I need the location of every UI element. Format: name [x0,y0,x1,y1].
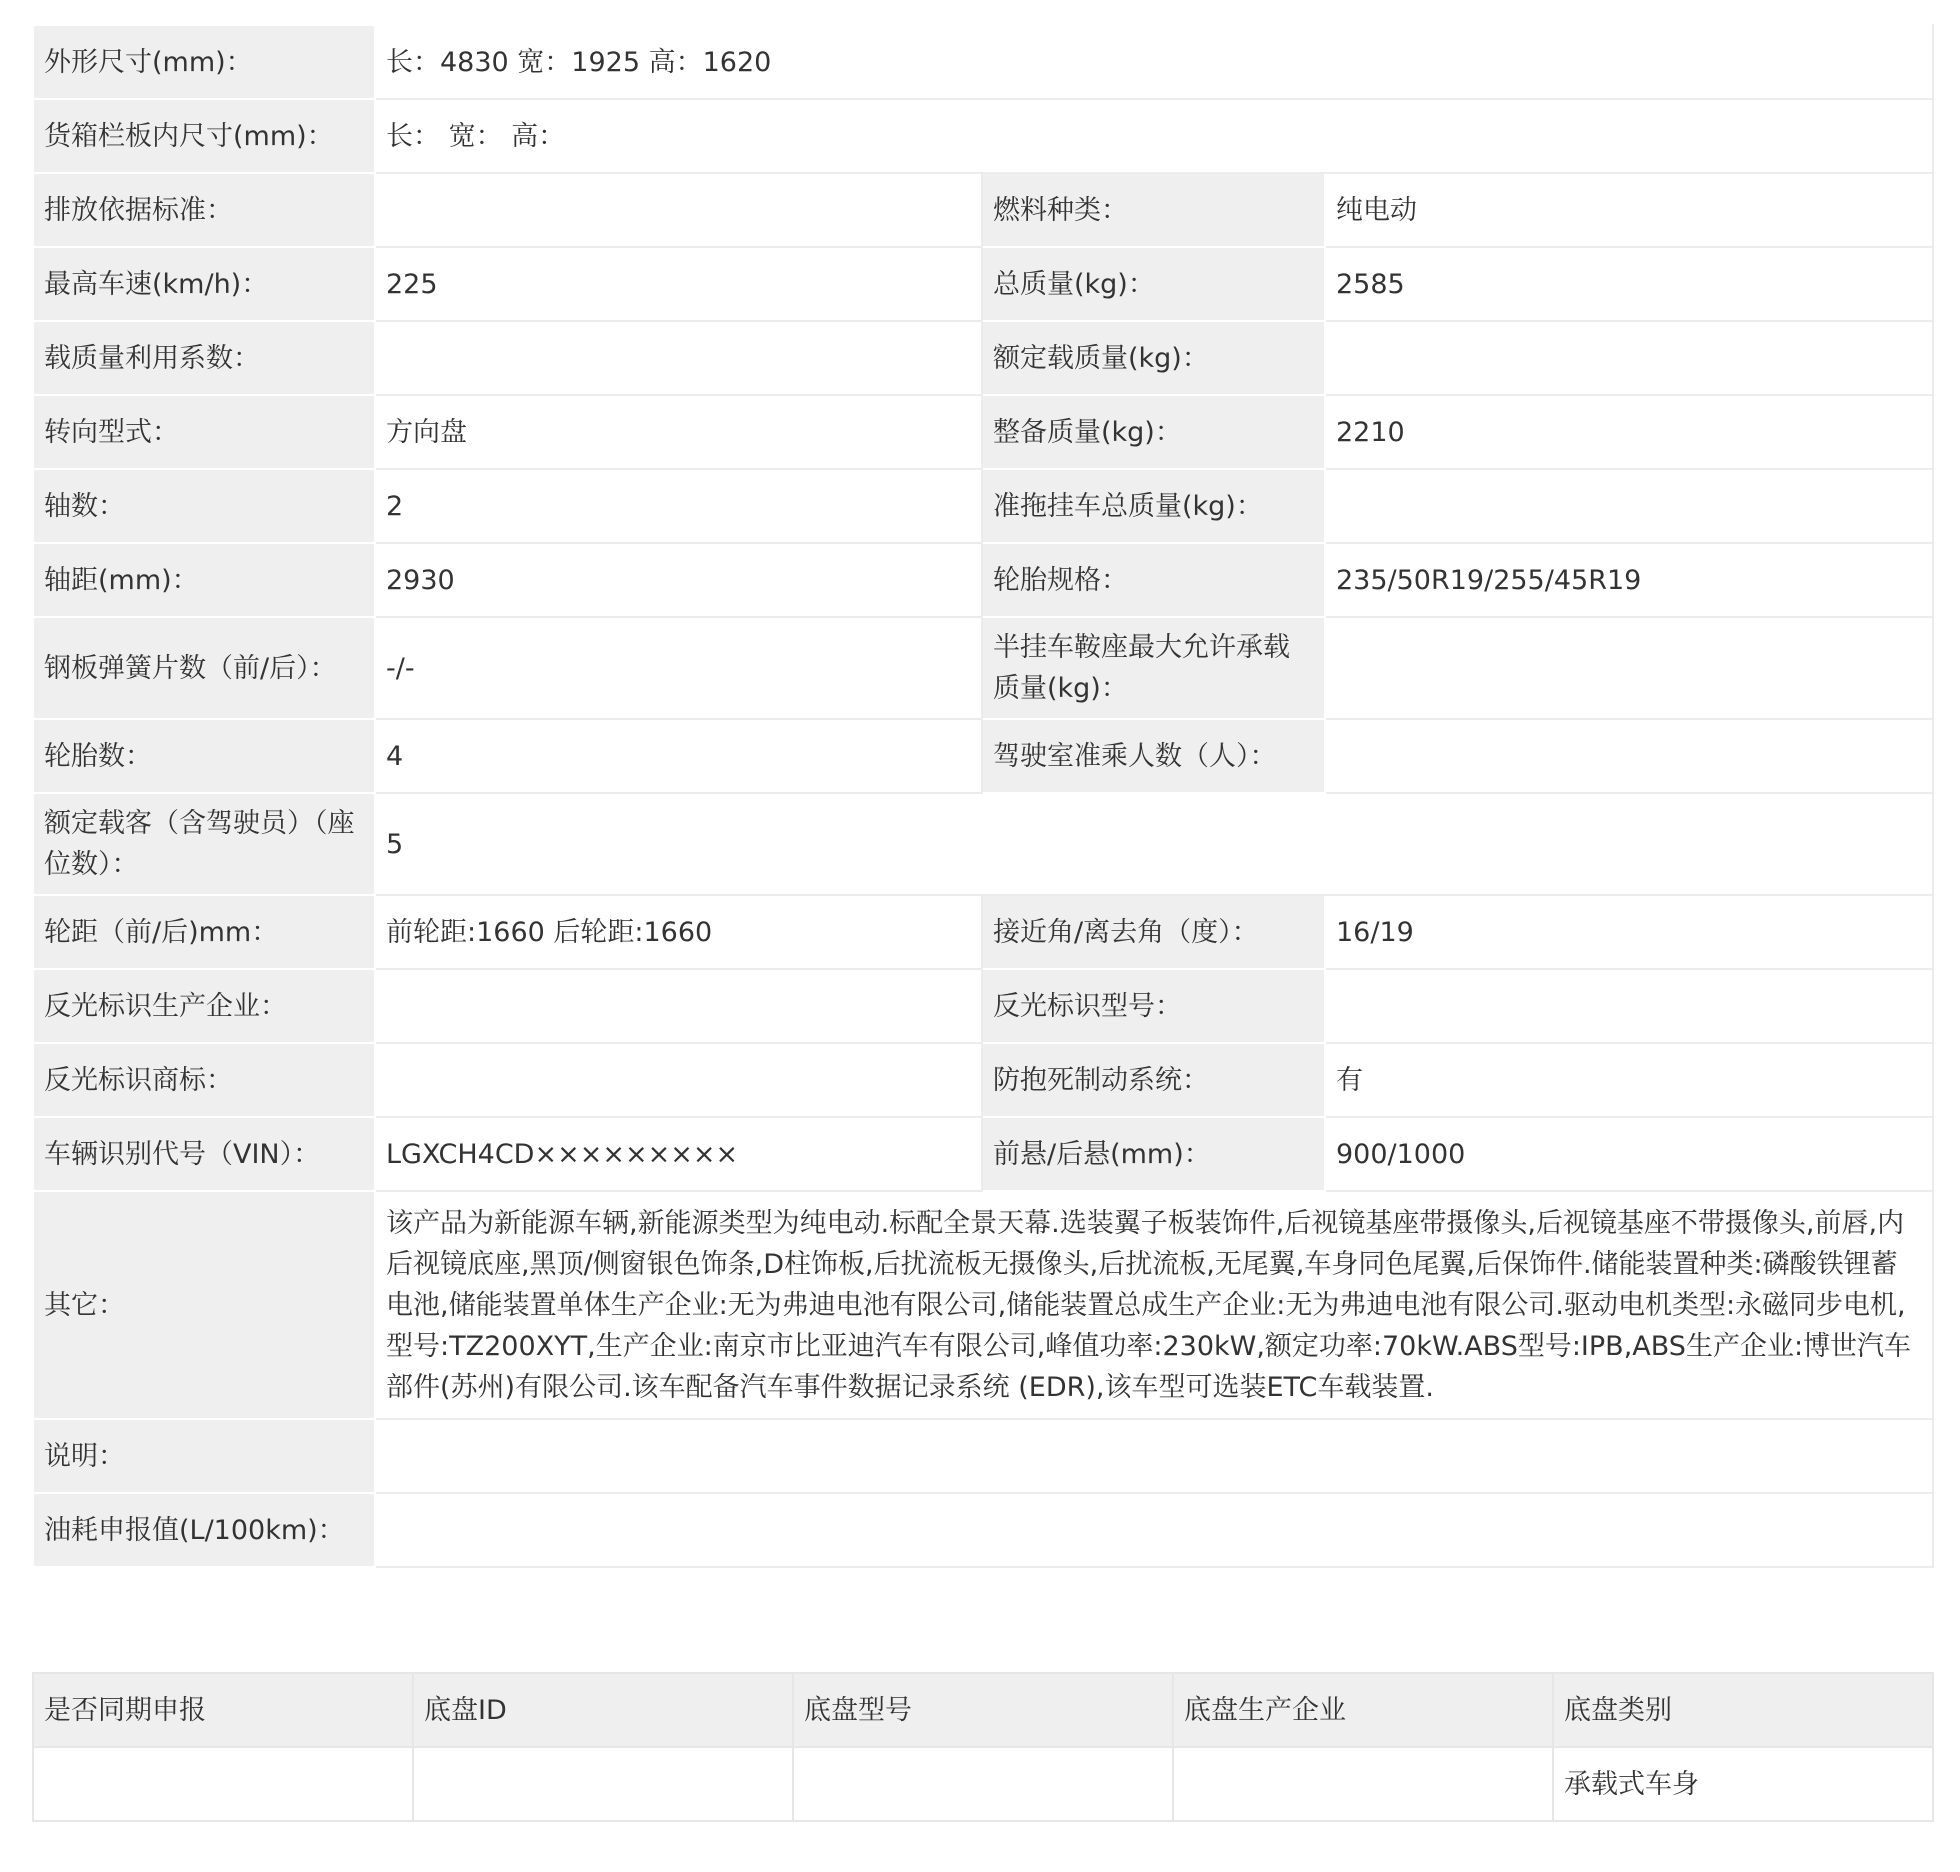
other-value: 该产品为新能源车辆,新能源类型为纯电动.标配全景天幕.选装翼子板装饰件,后视镜基座带摄像头,后视镜基座不带摄像头,前唇,内后视镜底座,黑顶/侧窗银色饰条,D柱饰板,后扰流板无摄像头,后扰流板,无尾翼,车身同色尾翼,后保饰件.储能装置种类:磷酸铁锂蓄电池,储能装置单体生产企业:无为弗迪电池有限公司,储能装置总成生产企业:无为弗迪电池有限公司.驱动电机类型:永磁同步电机,型号:TZ200XYT,生产企业:南京市比亚迪汽车有限公司,峰值功率:230kW,额定功率:70kW.ABS型号:IPB,ABS生产企业:博世汽车部件(苏州)有限公司.该车配备汽车事件数据记录系统 (EDR),该车型可选装ETC车载装置. [375,1191,1933,1419]
cargo-box-value: 长： 宽： 高： [375,99,1933,173]
steering-value: 方向盘 [375,395,982,469]
chassis-maker-cell [1173,1747,1553,1821]
table-row [33,543,1933,617]
reflector-model-label: 反光标识型号： [982,969,1325,1043]
column-header-chassis-type: 底盘类别 [1553,1673,1933,1747]
trailer-mass-label: 准拖挂车总质量(kg)： [982,469,1325,543]
rated-passengers-value: 5 [375,793,1933,895]
emission-standard-value [375,173,982,247]
reflector-maker-value [375,969,982,1043]
table-row [33,321,1933,395]
abs-label: 防抱死制动系统： [982,1043,1325,1117]
vin-value: LGXCH4CD××××××××× [375,1117,982,1191]
reflector-maker-label: 反光标识生产企业： [33,969,375,1043]
cargo-box-label: 货箱栏板内尺寸(mm)： [33,99,375,173]
column-header-chassis-id: 底盘ID [413,1673,793,1747]
load-utilization-value [375,321,982,395]
overhang-label: 前悬/后悬(mm)： [982,1117,1325,1191]
table-row [33,173,1933,247]
tire-count-value: 4 [375,719,982,793]
column-header-chassis-model: 底盘型号 [793,1673,1173,1747]
dimensions-value: 长：4830 宽：1925 高：1620 [375,25,1933,99]
track-value: 前轮距:1660 后轮距:1660 [375,895,982,969]
wheelbase-label: 轴距(mm)： [33,543,375,617]
trailer-mass-value [1325,469,1933,543]
max-speed-label: 最高车速(km/h)： [33,247,375,321]
leaf-springs-label: 钢板弹簧片数（前/后）： [33,617,375,719]
max-speed-value: 225 [375,247,982,321]
rated-passengers-label: 额定载客（含驾驶员）（座位数）： [33,793,375,895]
fuel-consumption-value [375,1493,1933,1567]
table-row [33,895,1933,969]
column-header-same-period: 是否同期申报 [33,1673,413,1747]
overhang-value: 900/1000 [1325,1117,1933,1191]
table-row [33,1117,1933,1191]
reflector-model-value [1325,969,1933,1043]
same-period-cell [33,1747,413,1821]
tire-spec-label: 轮胎规格： [982,543,1325,617]
chassis-data-row [33,1747,1933,1821]
rated-load-label: 额定载质量(kg)： [982,321,1325,395]
table-row [33,247,1933,321]
axles-label: 轴数： [33,469,375,543]
dimensions-label: 外形尺寸(mm)： [33,25,375,99]
total-mass-value: 2585 [1325,247,1933,321]
table-row [33,793,1933,895]
load-utilization-label: 载质量利用系数： [33,321,375,395]
cab-passengers-value [1325,719,1933,793]
chassis-table [32,1672,1934,1822]
cab-passengers-label: 驾驶室准乘人数（人）： [982,719,1325,793]
leaf-springs-value: -/- [375,617,982,719]
table-row [33,1493,1933,1567]
total-mass-label: 总质量(kg)： [982,247,1325,321]
wheelbase-value: 2930 [375,543,982,617]
other-label: 其它： [33,1191,375,1419]
note-label: 说明： [33,1419,375,1493]
curb-mass-value: 2210 [1325,395,1933,469]
fuel-type-label: 燃料种类： [982,173,1325,247]
chassis-id-cell [413,1747,793,1821]
table-row [33,1043,1933,1117]
curb-mass-label: 整备质量(kg)： [982,395,1325,469]
table-row [33,969,1933,1043]
table-row [33,25,1933,99]
saddle-load-value [1325,617,1933,719]
vehicle-spec-table [32,24,1934,1568]
table-row [33,617,1933,719]
tire-spec-value: 235/50R19/255/45R19 [1325,543,1933,617]
reflector-brand-value [375,1043,982,1117]
emission-standard-label: 排放依据标准： [33,173,375,247]
table-row [33,99,1933,173]
chassis-model-cell [793,1747,1173,1821]
table-row [33,1191,1933,1419]
rated-load-value [1325,321,1933,395]
vin-label: 车辆识别代号（VIN）： [33,1117,375,1191]
table-row [33,1419,1933,1493]
chassis-type-cell: 承载式车身 [1553,1747,1933,1821]
chassis-header-row [33,1673,1933,1747]
table-row [33,395,1933,469]
column-header-chassis-maker: 底盘生产企业 [1173,1673,1553,1747]
fuel-type-value: 纯电动 [1325,173,1933,247]
abs-value: 有 [1325,1043,1933,1117]
note-value [375,1419,1933,1493]
tire-count-label: 轮胎数： [33,719,375,793]
saddle-load-label: 半挂车鞍座最大允许承载质量(kg)： [982,617,1325,719]
approach-departure-label: 接近角/离去角（度）： [982,895,1325,969]
axles-value: 2 [375,469,982,543]
track-label: 轮距（前/后)mm： [33,895,375,969]
reflector-brand-label: 反光标识商标： [33,1043,375,1117]
steering-label: 转向型式： [33,395,375,469]
table-row [33,719,1933,793]
approach-departure-value: 16/19 [1325,895,1933,969]
fuel-consumption-label: 油耗申报值(L/100km)： [33,1493,375,1567]
table-row [33,469,1933,543]
